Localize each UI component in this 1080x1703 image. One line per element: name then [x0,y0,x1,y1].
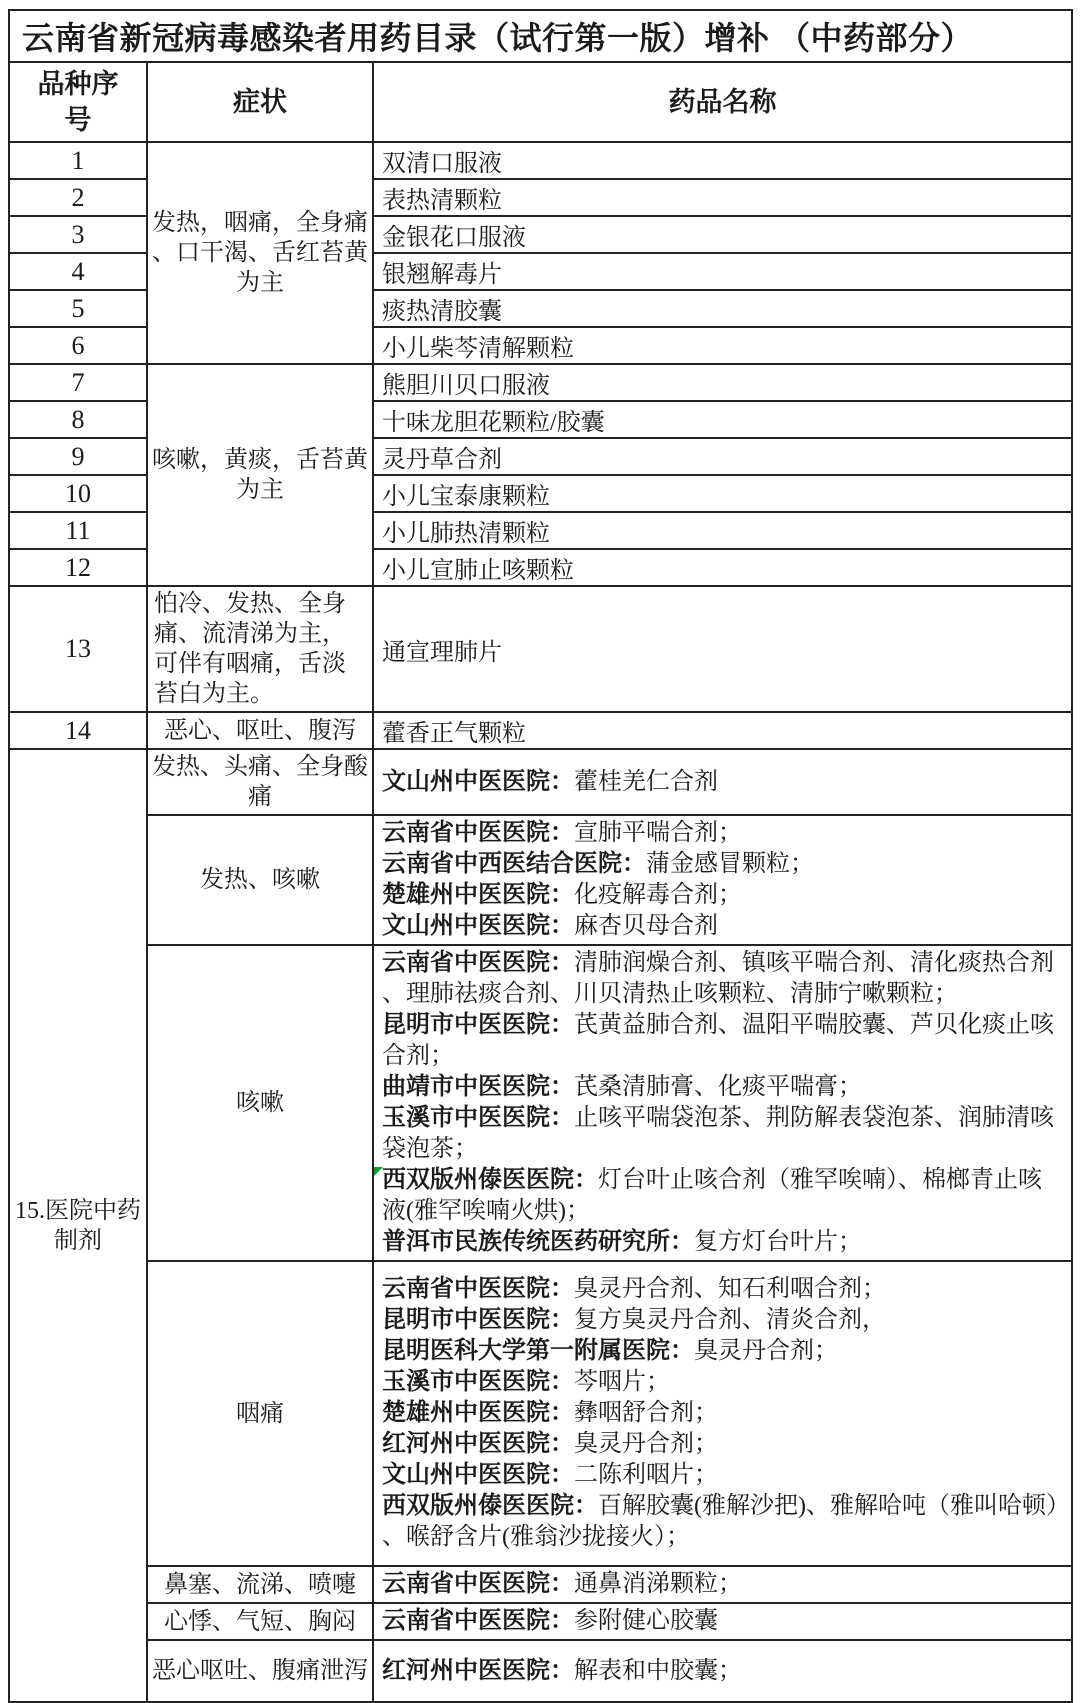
drug-cell: 灵丹草合剂 [373,438,1072,475]
drug-cell: 小儿宝泰康颗粒 [373,475,1072,512]
symptom-cell: 心悸、气短、胸闷 [147,1603,373,1640]
hospital-name: 昆明市中医医院： [382,1307,574,1333]
drug-list: 二陈利咽片； [574,1462,718,1488]
hospital-name: 云南省中医医院： [382,820,574,846]
hospital-name: 玉溪市中医医院： [382,1369,574,1395]
drug-list: 芩咽片； [574,1369,670,1395]
header-species-number-label: 品种序号 [37,69,119,135]
drug-cell [373,945,1072,1261]
hospital-name: 云南省中医医院： [382,1276,574,1302]
hospital-entry [382,1103,1063,1165]
row-number: 13 [9,586,147,712]
hospital-entry [382,1460,1063,1491]
hospital-entry [382,1227,1063,1258]
drug-cell [373,1261,1072,1566]
hospital-entry [382,1274,1063,1305]
hospital-entry [382,1398,1063,1429]
row-number: 3 [9,216,147,253]
symptom-cell: 咳嗽 [147,945,373,1261]
hospital-name: 玉溪市中医医院： [382,1105,574,1131]
drug-list: 复方臭灵丹合剂、清炎合剂， [574,1307,886,1333]
hospital-name: 西双版州傣医医院： [382,1167,598,1193]
hospital-name: 红河州中医医院： [382,1431,574,1457]
row-number: 10 [9,475,147,512]
hospital-entry [382,880,1063,911]
hospital-name: 昆明市中医医院： [382,1012,574,1038]
hospital-entry [382,1491,1063,1553]
drug-list: 芪黄益肺合剂、温阳平喘胶囊、芦贝化痰止咳合剂； [382,1012,1054,1069]
drug-cell: 金银花口服液 [373,216,1072,253]
hospital-entry [382,1336,1063,1367]
header-drug-name: 药品名称 [373,62,1072,142]
document-title: 云南省新冠病毒感染者用药目录（试行第一版）增补 （中药部分） [9,10,1072,62]
drug-cell: 藿香正气颗粒 [373,712,1072,749]
drug-cell: 十味龙胆花颗粒/胶囊 [373,401,1072,438]
drug-cell [373,815,1072,945]
hospital-name: 云南省中西医结合医院： [382,851,646,877]
hospital-entry [382,1569,1063,1600]
drug-list: 臭灵丹合剂、知石利咽合剂； [574,1276,886,1302]
drug-list: 复方灯台叶片； [694,1229,862,1255]
hospital-name: 云南省中医医院： [382,1608,574,1634]
hospital-name: 昆明医科大学第一附属医院： [382,1338,694,1364]
hospital-name: 普洱市民族传统医药研究所： [382,1229,694,1255]
drug-cell: 表热清颗粒 [373,179,1072,216]
row-number: 11 [9,512,147,549]
hospital-entry [382,1072,1063,1103]
hospital-entry [382,911,1063,942]
drug-cell: 银翘解毒片 [373,253,1072,290]
drug-cell [373,749,1072,815]
hospital-name: 西双版州傣医医院： [382,1493,598,1519]
drug-cell [373,1640,1072,1702]
drug-list: 通鼻消涕颗粒； [574,1571,742,1597]
row-number: 9 [9,438,147,475]
symptom-cell: 咽痛 [147,1261,373,1566]
hospital-entry [382,818,1063,849]
hospital-entry [382,1367,1063,1398]
hospital-entry [382,1656,1063,1687]
hospital-entry [382,1010,1063,1072]
drug-cell: 双清口服液 [373,142,1072,179]
drug-cell: 小儿肺热清颗粒 [373,512,1072,549]
hospital-name: 文山州中医医院： [382,768,574,795]
drug-list: 芪桑清肺膏、化痰平喘膏； [574,1074,862,1100]
hospital-entry [382,1429,1063,1460]
hospital-entry [382,1305,1063,1336]
hospital-entry [382,767,1063,798]
hospital-entry [382,948,1063,1010]
symptom-cell: 发热、咳嗽 [147,815,373,945]
symptom-cell: 恶心、呕吐、腹泻 [147,712,373,749]
drug-list: 臭灵丹合剂； [694,1338,838,1364]
hospital-name: 云南省中医医院： [382,950,574,976]
row-number: 1 [9,142,147,179]
row-number: 8 [9,401,147,438]
hospital-name: 文山州中医医院： [382,913,574,939]
drug-list: 臭灵丹合剂； [574,1431,718,1457]
hospital-name: 红河州中医医院： [382,1657,574,1684]
drug-list: 蒲金感冒颗粒； [646,851,814,877]
row-number: 12 [9,549,147,586]
hospital-name: 楚雄州中医医院： [382,882,574,908]
symptom-cell: 发热、头痛、全身酸痛 [147,749,373,815]
group-15-label: 15.医院中药制剂 [9,749,147,1702]
drug-list: 解表和中胶囊； [574,1657,742,1684]
symptom-cell: 发热，咽痛，全身痛、口干渴、舌红苔黄为主 [147,142,373,364]
hospital-entry [382,1606,1063,1637]
hospital-entry [382,1165,1063,1227]
drug-list: 宣肺平喘合剂； [574,820,742,846]
drug-cell [373,1603,1072,1640]
symptom-cell: 怕冷、发热、全身痛、流清涕为主，可伴有咽痛，舌淡苔白为主。 [147,586,373,712]
header-symptom: 症状 [147,62,373,142]
drug-cell: 熊胆川贝口服液 [373,364,1072,401]
hospital-name: 云南省中医医院： [382,1571,574,1597]
row-number: 6 [9,327,147,364]
hospital-name: 文山州中医医院： [382,1462,574,1488]
hospital-entry [382,849,1063,880]
cell-corner-marker [374,1167,383,1176]
drug-list: 百解胶囊(雅解沙把)、雅解哈吨（雅叫哈顿）、喉舒含片(雅翁沙拢接火）； [382,1493,1058,1550]
medication-catalog-table [8,9,1073,1703]
drug-list: 灯台叶止咳合剂（雅罕唉喃）、棉榔青止咳液(雅罕唉喃火烘)； [382,1167,1042,1224]
drug-cell: 小儿宣肺止咳颗粒 [373,549,1072,586]
drug-cell: 小儿柴芩清解颗粒 [373,327,1072,364]
hospital-name: 楚雄州中医医院： [382,1400,574,1426]
drug-list: 参附健心胶囊 [574,1608,718,1634]
drug-list: 清肺润燥合剂、镇咳平喘合剂、清化痰热合剂、理肺祛痰合剂、川贝清热止咳颗粒、清肺宁嗽颗粒； [382,950,1054,1007]
drug-cell [373,1566,1072,1603]
drug-list: 化疫解毒合剂； [574,882,742,908]
row-number: 7 [9,364,147,401]
header-species-number [9,62,147,142]
hospital-name: 曲靖市中医医院： [382,1074,574,1100]
drug-cell: 痰热清胶囊 [373,290,1072,327]
row-number: 5 [9,290,147,327]
row-number: 2 [9,179,147,216]
row-number: 4 [9,253,147,290]
drug-cell: 通宣理肺片 [373,586,1072,712]
drug-list: 止咳平喘袋泡茶、荆防解表袋泡茶、润肺清咳袋泡茶； [382,1105,1054,1162]
symptom-cell: 鼻塞、流涕、喷嚏 [147,1566,373,1603]
symptom-cell: 咳嗽，黄痰，舌苔黄为主 [147,364,373,586]
row-number: 14 [9,712,147,749]
drug-list: 麻杏贝母合剂 [574,913,718,939]
drug-list: 藿桂羌仁合剂 [574,768,718,795]
symptom-cell: 恶心呕吐、腹痛泄泻 [147,1640,373,1702]
drug-list: 彝咽舒合剂； [574,1400,718,1426]
